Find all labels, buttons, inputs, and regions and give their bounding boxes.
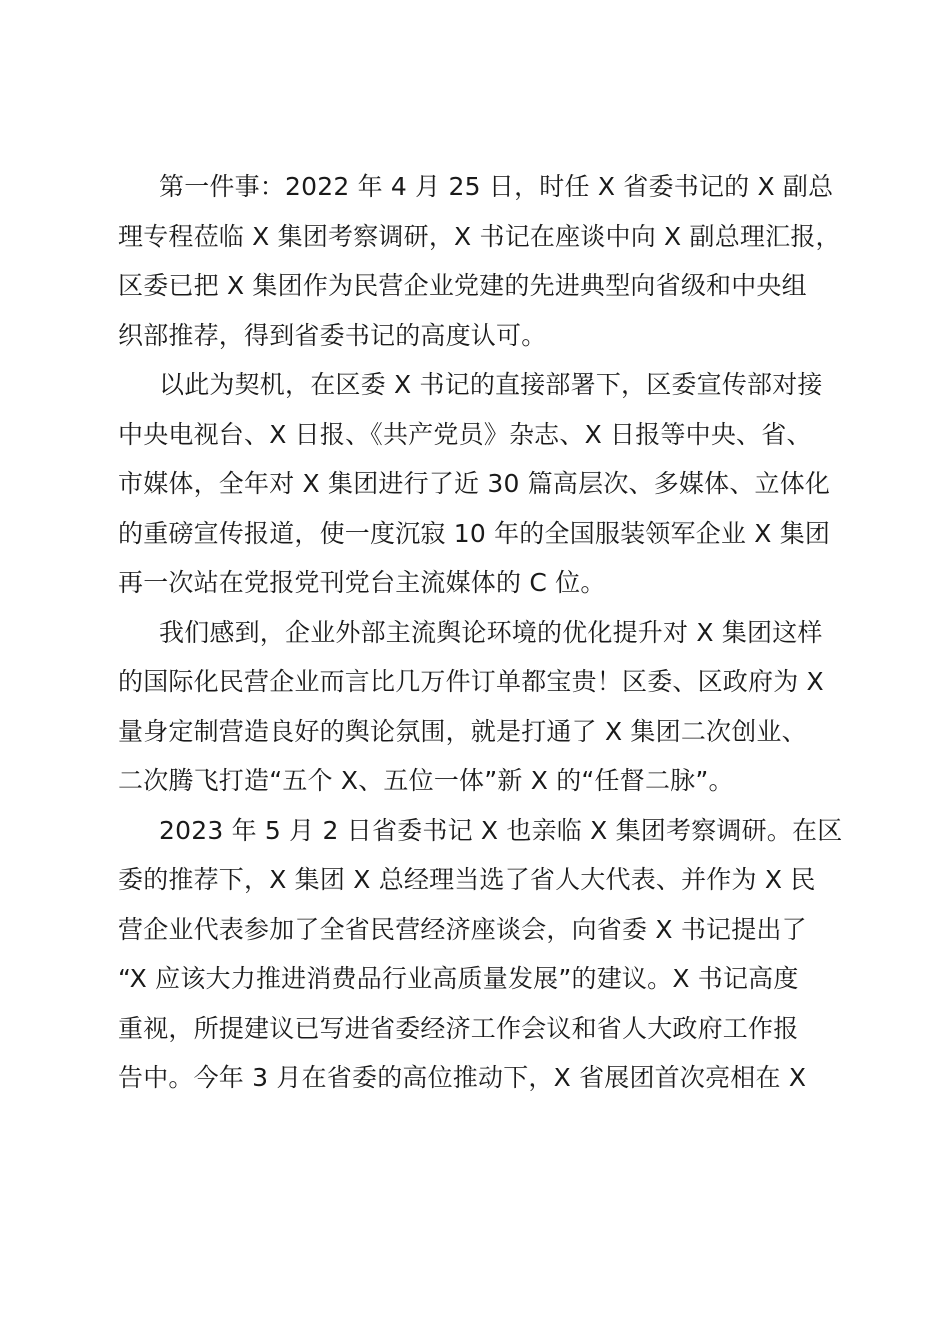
text-line: 告中。今年 3 月在省委的高位推动下，X 省展团首次亮相在 X (118, 1063, 807, 1092)
text-line: 的国际化民营企业而言比几万件订单都宝贵！区委、区政府为 X (118, 667, 824, 696)
document-body (118, 162, 843, 1103)
text-line: 市媒体，全年对 X 集团进行了近 30 篇高层次、多媒体、立体化 (118, 469, 831, 498)
paragraph-3 (118, 608, 832, 806)
text-line: 营企业代表参加了全省民营经济座谈会，向省委 X 书记提出了 (118, 914, 807, 944)
text-line: 以此为契机，在区委 X 书记的直接部署下，区委宣传部对接 (159, 370, 823, 399)
text-line: 量身定制营造良好的舆论氛围，就是打通了 X 集团二次创业、 (118, 716, 807, 746)
paragraph-2 (118, 360, 832, 608)
text-line: 再一次站在党报党刊党台主流媒体的 C 位。 (118, 568, 606, 597)
paragraph-1 (118, 162, 841, 360)
text-line: 的重磅宣传报道，使一度沉寂 10 年的全国服装领军企业 X 集团 (118, 518, 831, 548)
text-line: 二次腾飞打造“五个 X、五位一体”新 X 的“任督二脉”。 (118, 766, 734, 795)
paragraph-4 (118, 806, 843, 1103)
text-line: 我们感到，企业外部主流舆论环境的优化提升对 X 集团这样 (159, 617, 823, 647)
text-line: “X 应该大力推进消费品行业高质量发展”的建议。X 书记高度 (118, 964, 799, 993)
text-line: 织部推荐，得到省委书记的高度认可。 (118, 320, 547, 350)
text-line: 委的推荐下，X 集团 X 总经理当选了省人大代表、并作为 X 民 (118, 865, 816, 894)
text-line: 理专程莅临 X 集团考察调研，X 书记在座谈中向 X 副总理汇报， (118, 221, 841, 251)
text-line: 中央电视台、X 日报、《共产党员》杂志、X 日报等中央、省、 (118, 419, 812, 449)
text-line: 2023 年 5 月 2 日省委书记 X 也亲临 X 集团考察调研。在区 (159, 815, 843, 845)
text-line: 区委已把 X 集团作为民营企业党建的先进典型向省级和中央组 (118, 271, 807, 300)
text-line: 重视，所提建议已写进省委经济工作会议和省人大政府工作报 (118, 1013, 799, 1043)
text-line: 第一件事：2022 年 4 月 25 日，时任 X 省委书记的 X 副总 (159, 172, 834, 201)
